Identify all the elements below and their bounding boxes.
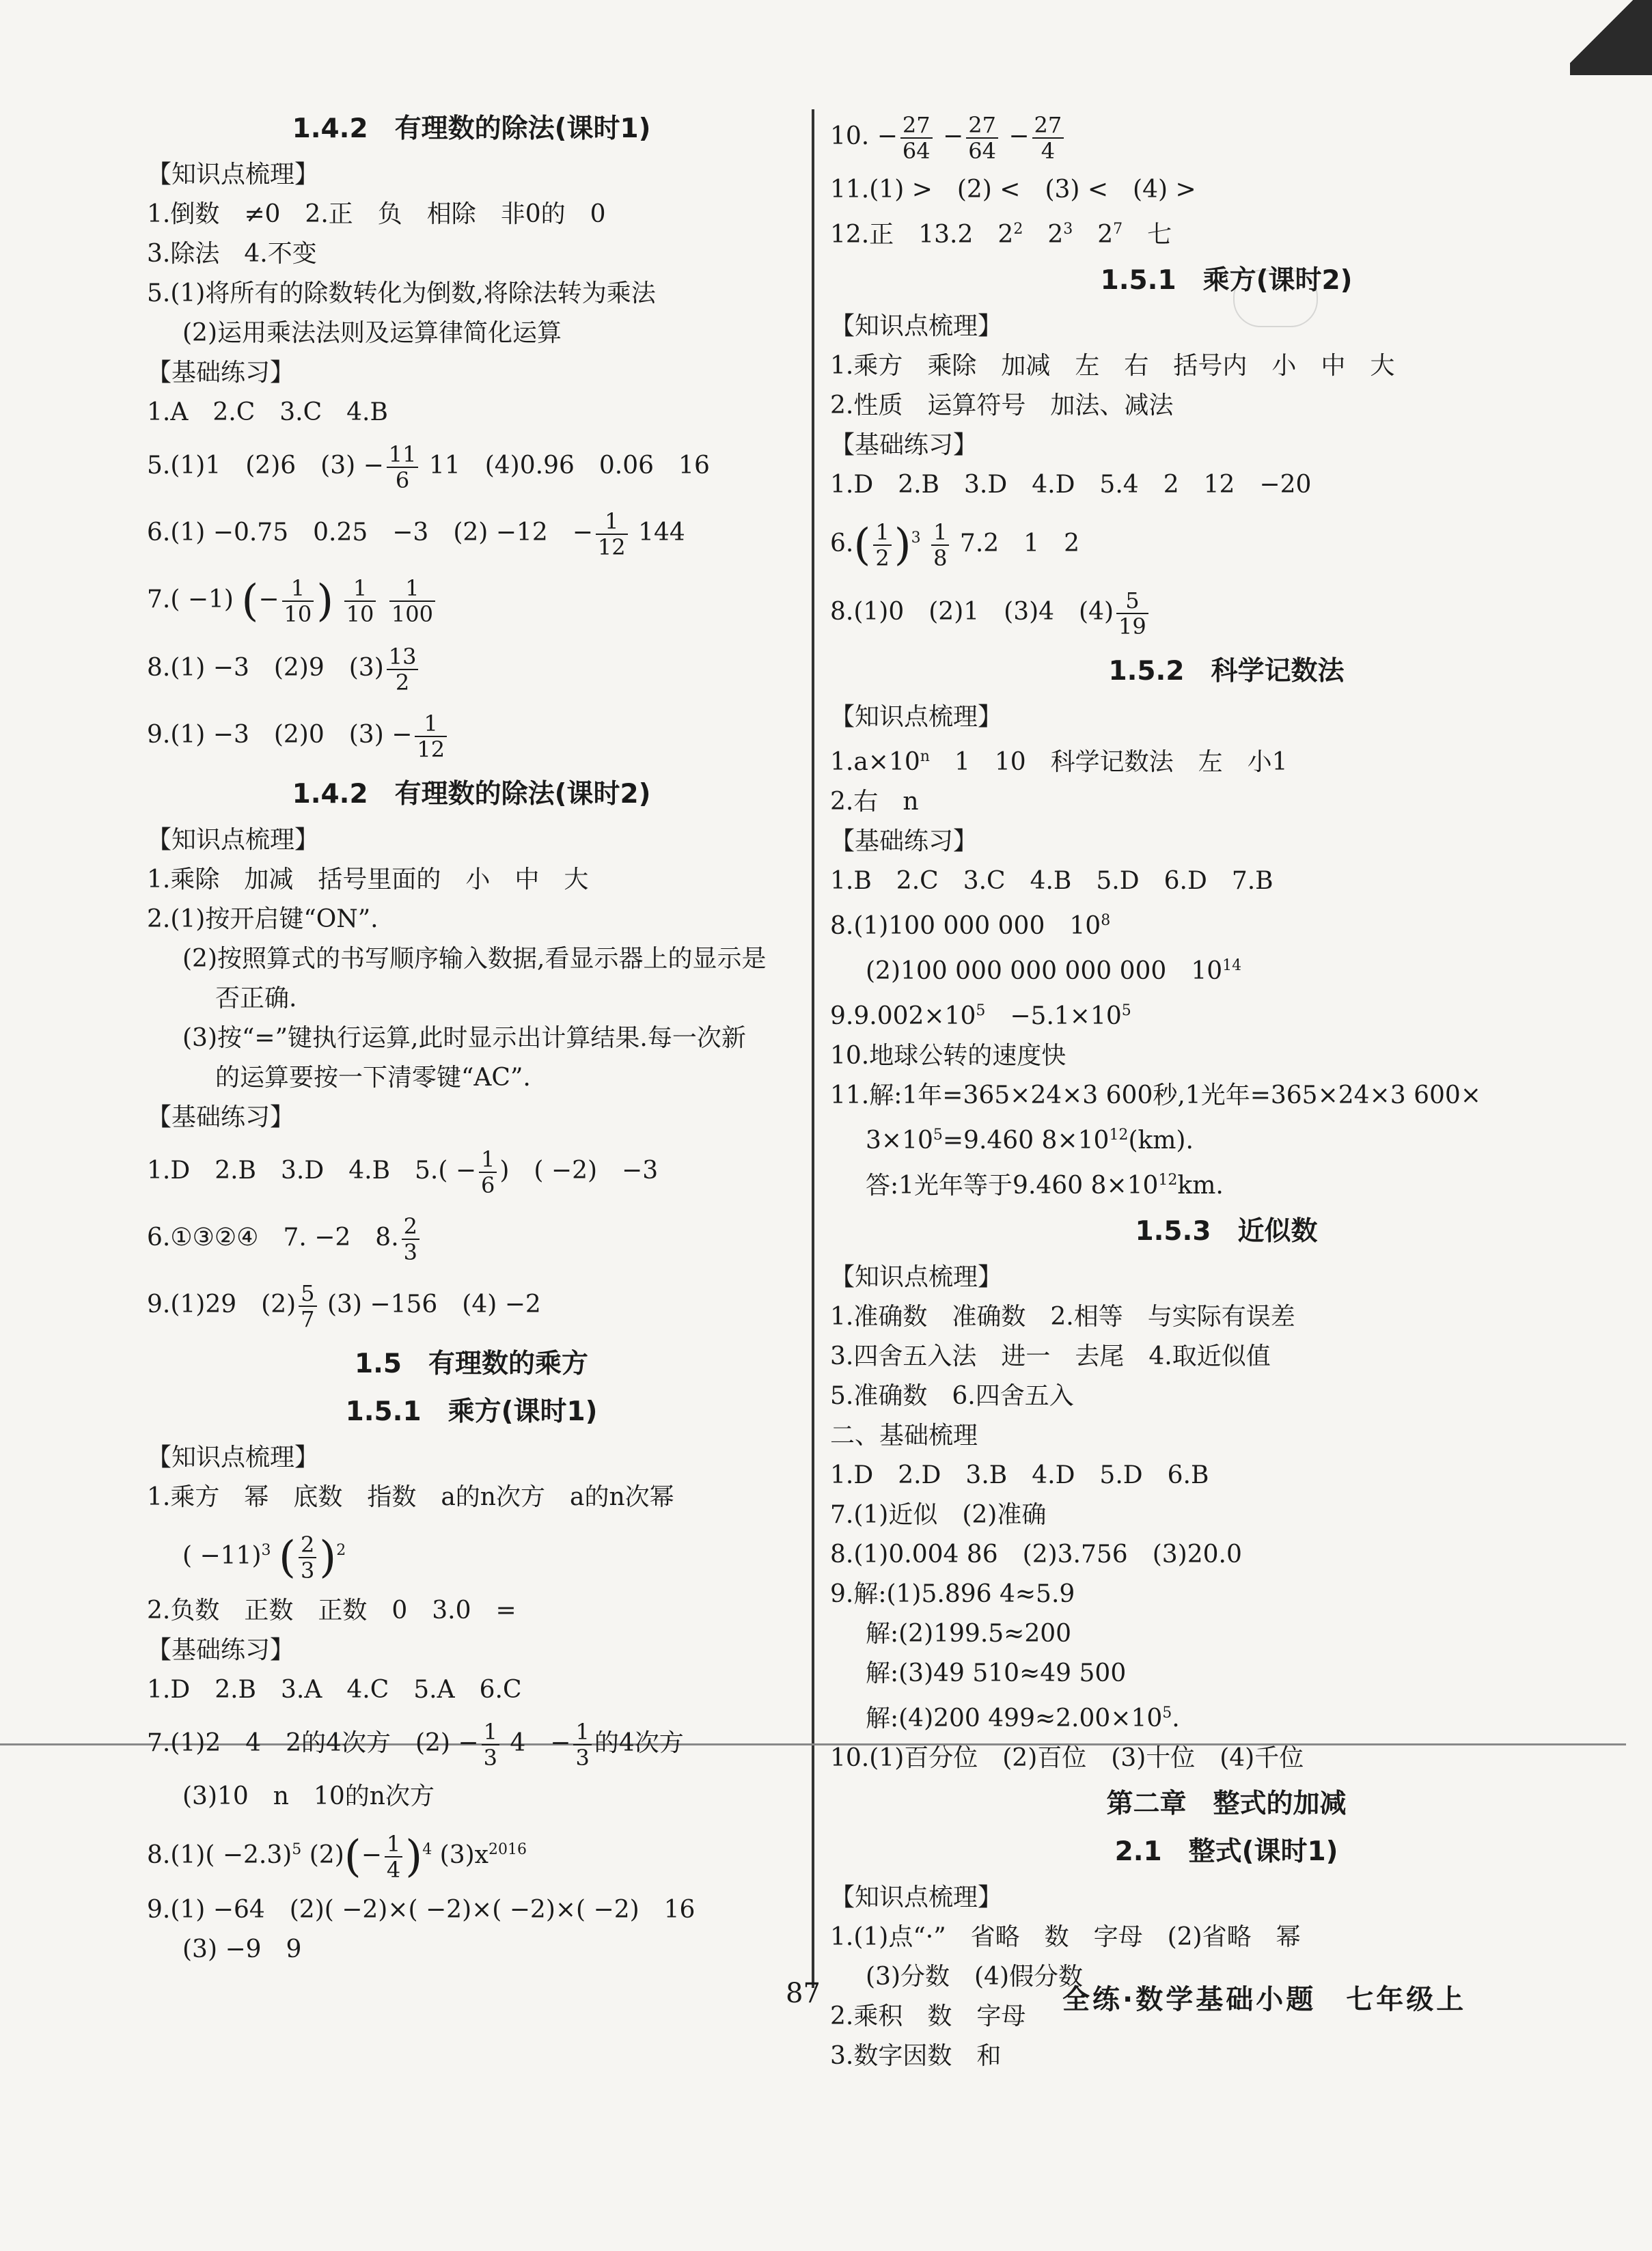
fraction: [389, 576, 435, 626]
section-title: 1.5.2 科学记数法: [1108, 656, 1345, 687]
paren: ): [894, 520, 911, 570]
fraction: [282, 576, 314, 626]
denominator: 10: [284, 601, 312, 627]
answer-line: 2.负数 正数 正数 0 3.0 =: [147, 1597, 517, 1625]
denominator: 100: [391, 601, 433, 627]
numerator: 1: [873, 520, 891, 546]
fraction: [402, 1214, 419, 1265]
numerator: 27: [1032, 113, 1064, 139]
text: km.: [1177, 1172, 1224, 1200]
answer-line: 2.(1)按开启键“ON”.: [147, 905, 378, 933]
text: 解:(4)200 499≈2.00×10: [866, 1704, 1163, 1732]
answer-line: (2)按照算式的书写顺序输入数据,看显示器上的显示是: [182, 945, 767, 973]
numerator: 1: [385, 1832, 402, 1858]
answer-line: 2.性质 运算符号 加法、减法: [830, 391, 1174, 419]
text: 10. −: [830, 122, 898, 150]
text: −: [1008, 122, 1030, 150]
denominator: 12: [417, 736, 445, 762]
denominator: 6: [395, 467, 410, 493]
denominator: 4: [1041, 138, 1056, 164]
numerator: 1: [931, 520, 949, 546]
answer-line: [147, 1138, 796, 1204]
numerator: 1: [344, 576, 376, 602]
denominator: 64: [902, 138, 931, 164]
answer-line: (2)运用乘法法则及运算律简化运算: [182, 319, 562, 347]
numerator: 2: [299, 1532, 316, 1558]
numerator: 11: [387, 442, 419, 468]
exponent: 7: [1113, 221, 1123, 238]
text: ( −11): [182, 1542, 262, 1570]
answer-line: [147, 500, 796, 566]
text: −: [361, 1841, 382, 1869]
answer-line: 1.倒数 ≠0 2.正 负 相除 非0的 0: [147, 200, 606, 228]
answer-line: [147, 1205, 796, 1271]
denominator: 3: [483, 1745, 497, 1771]
answer-line: 1.D 2.B 3.D 4.D 5.4 2 12 −20: [830, 471, 1312, 499]
knowledge-heading: 【知识点梳理】: [830, 312, 1003, 340]
page-corner: [1570, 0, 1652, 75]
text: 6.①③②④ 7. −2 8.: [147, 1224, 399, 1252]
answer-line: [147, 702, 796, 768]
text: 4 −: [510, 1729, 571, 1757]
answer-line: 1.D 2.B 3.A 4.C 5.A 6.C: [147, 1676, 522, 1704]
numerator: 1: [596, 509, 628, 535]
answer-line: 否正确.: [215, 984, 297, 1012]
text: 答:1光年等于9.460 8×10: [866, 1172, 1159, 1200]
numerator: 5: [1116, 588, 1148, 614]
numerator: 1: [573, 1720, 591, 1745]
knowledge-heading: 【知识点梳理】: [147, 1444, 320, 1472]
text: (km).: [1128, 1127, 1194, 1155]
answer-line: [830, 947, 1623, 991]
denominator: 19: [1118, 613, 1146, 639]
fraction: [966, 113, 998, 163]
answer-line: 解:(2)199.5≈200: [866, 1620, 1072, 1648]
practice-heading: 二、基础梳理: [830, 1422, 978, 1450]
text: 8.(1)0 (2)1 (3)4 (4): [830, 598, 1114, 626]
answer-line: 10.(1)百分位 (2)百位 (3)十位 (4)千位: [830, 1744, 1304, 1772]
numerator: 1: [482, 1720, 499, 1745]
text: −: [943, 122, 964, 150]
fraction: [931, 520, 949, 570]
answer-line: [830, 1694, 1623, 1738]
knowledge-heading: 【知识点梳理】: [147, 161, 320, 189]
answer-line: [147, 635, 796, 701]
section-title: 1.5.1 乘方(课时1): [345, 1396, 598, 1427]
exponent: 3: [1063, 221, 1073, 238]
section-title: 1.4.2 有理数的除法(课时1): [292, 113, 651, 144]
fraction: [1032, 113, 1064, 163]
answer-line: 9.解:(1)5.896 4≈5.9: [830, 1580, 1075, 1608]
text: (2): [309, 1841, 344, 1869]
denominator: 12: [597, 534, 626, 560]
denominator: 10: [346, 601, 374, 627]
answer-line: [830, 992, 1623, 1036]
answer-line: 7.(1)近似 (2)准确: [830, 1501, 1047, 1529]
paren: (: [278, 1532, 296, 1583]
numerator: 1: [282, 576, 314, 602]
denominator: 3: [575, 1745, 590, 1771]
denominator: 6: [481, 1172, 495, 1198]
answer-line: 的运算要按一下清零键“AC”.: [215, 1064, 531, 1092]
answer-line: 3.除法 4.不变: [147, 240, 317, 268]
text: 7.( −1): [147, 585, 234, 613]
answer-line: [147, 1711, 796, 1776]
fraction: [1116, 588, 1148, 639]
section-title: 1.5.3 近似数: [1135, 1216, 1318, 1247]
answer-line: 11.(1) > (2) < (3) < (4) >: [830, 176, 1196, 204]
text: 3×10: [866, 1127, 933, 1155]
exponent: 12: [1158, 1172, 1178, 1189]
exponent: 5: [976, 1002, 986, 1019]
exponent: 5: [933, 1127, 943, 1144]
answer-line: (3)分数 (4)假分数: [866, 1963, 1083, 1991]
denominator: 7: [301, 1306, 315, 1332]
column-divider: [812, 109, 814, 1988]
text: 8.(1) −3 (2)9 (3): [147, 654, 384, 682]
section-title: 1.5.1 乘方(课时2): [1100, 265, 1353, 296]
text: 9.(1) −3 (2)0 (3) −: [147, 721, 413, 749]
text: 9.9.002×10: [830, 1002, 976, 1030]
denominator: 4: [386, 1857, 401, 1883]
fraction: [596, 509, 628, 560]
exponent: 5: [1162, 1704, 1172, 1722]
text: =9.460 8×10: [942, 1127, 1110, 1155]
paren: (: [853, 520, 871, 570]
text: 12.正 13.2 2: [830, 221, 1014, 249]
answer-line: (3) −9 9: [182, 1935, 302, 1963]
text: 11 (4)0.96 0.06 16: [428, 452, 710, 480]
answer-line: 2.乘积 数 字母: [830, 2002, 1026, 2030]
denominator: 2: [395, 669, 410, 695]
exponent: 2: [1013, 221, 1023, 238]
left-column: [147, 102, 796, 1970]
numerator: 27: [900, 113, 933, 139]
denominator: 3: [300, 1558, 315, 1584]
paren: ): [319, 1532, 337, 1583]
numerator: 5: [299, 1281, 316, 1307]
answer-line: [830, 1116, 1623, 1160]
knowledge-heading: 【知识点梳理】: [830, 1883, 1003, 1911]
exponent: 5: [292, 1841, 302, 1858]
answer-line: 1.A 2.C 3.C 4.B: [147, 398, 388, 426]
answer-line: 3.四舍五入法 进一 去尾 4.取近似值: [830, 1342, 1271, 1370]
fraction: [387, 442, 419, 493]
paren: (: [241, 576, 259, 626]
numerator: 13: [387, 644, 419, 670]
answer-line: [830, 210, 1623, 254]
answer-line: [830, 1161, 1623, 1205]
text: 5.(1)1 (2)6 (3) −: [147, 452, 384, 480]
denominator: 2: [875, 545, 890, 571]
answer-line: 5.(1)将所有的除数转化为倒数,将除法转为乘法: [147, 279, 656, 307]
section-title: 1.4.2 有理数的除法(课时2): [292, 779, 651, 810]
numerator: 2: [402, 1214, 419, 1240]
text: 1.a×10: [830, 748, 920, 776]
answer-line: [147, 433, 796, 499]
answer-line: (3)10 n 10的n次方: [182, 1782, 435, 1810]
answer-line: (3)按“=”键执行运算,此时显示出计算结果.每一次新: [182, 1024, 746, 1052]
answer-line: 1.乘方 乘除 加减 左 右 括号内 小 中 大: [830, 352, 1395, 380]
answer-line: 1.准确数 准确数 2.相等 与实际有误差: [830, 1303, 1295, 1331]
knowledge-heading: 【知识点梳理】: [830, 703, 1003, 731]
text: 2: [1073, 221, 1114, 249]
numerator: 1: [479, 1147, 497, 1173]
exponent: 2: [336, 1542, 346, 1559]
text: (3) −156 (4) −2: [327, 1290, 541, 1318]
chapter-title: 第二章 整式的加减: [1106, 1789, 1347, 1819]
answer-line: 1.乘除 加减 括号里面的 小 中 大: [147, 866, 589, 894]
practice-heading: 【基础练习】: [830, 827, 978, 855]
answer-line: 10.地球公转的速度快: [830, 1042, 1066, 1070]
exponent: 12: [1109, 1127, 1129, 1144]
text: 6.(1) −0.75 0.25 −3 (2) −12 −: [147, 519, 593, 547]
answer-line: [147, 1518, 796, 1590]
right-column: [830, 102, 1623, 2077]
text: 七: [1123, 221, 1172, 249]
answer-line: 11.解:1年=365×24×3 600秒,1光年=365×24×3 600×: [830, 1081, 1481, 1109]
text: 2: [1023, 221, 1064, 249]
section-title: 1.5 有理数的乘方: [354, 1349, 589, 1379]
text: 8.(1)( −2.3): [147, 1841, 292, 1869]
answer-line: 1.乘方 幂 底数 指数 a的n次方 a的n次幂: [147, 1483, 674, 1511]
practice-heading: 【基础练习】: [830, 431, 978, 459]
text: 144: [638, 519, 685, 547]
answer-line: 9.(1) −64 (2)( −2)×( −2)×( −2)×( −2) 16: [147, 1896, 696, 1924]
answer-line: [147, 567, 796, 634]
text: 8.(1)100 000 000 10: [830, 912, 1101, 940]
denominator: 3: [403, 1239, 418, 1265]
knowledge-heading: 【知识点梳理】: [830, 1263, 1003, 1291]
paren: ): [405, 1832, 423, 1882]
fraction: [299, 1532, 316, 1583]
paren: ): [316, 576, 334, 626]
text: 1 10 科学记数法 左 小1: [929, 748, 1288, 776]
text: (3)x: [439, 1841, 488, 1869]
answer-line: 1.(1)点“·” 省略 数 字母 (2)省略 幂: [830, 1923, 1301, 1951]
answer-line: [830, 104, 1623, 169]
answer-line: 8.(1)0.004 86 (2)3.756 (3)20.0: [830, 1541, 1242, 1569]
numerator: 1: [389, 576, 435, 602]
exponent: 4: [422, 1841, 432, 1858]
knowledge-heading: 【知识点梳理】: [147, 826, 320, 854]
exponent: 8: [1101, 912, 1111, 929]
fraction: [573, 1720, 591, 1770]
fraction: [415, 711, 447, 762]
text: 7.(1)2 4 2的4次方 (2) −: [147, 1729, 479, 1757]
page-number: 87: [786, 1978, 821, 2009]
fraction: [344, 576, 376, 626]
answer-line: 5.准确数 6.四舍五入: [830, 1382, 1074, 1410]
paren: (: [344, 1832, 361, 1882]
denominator: 8: [933, 545, 948, 571]
answer-line: [147, 1817, 796, 1890]
footer-title: 全练·数学基础小题 七年级上: [1062, 1984, 1467, 2015]
answer-line: [147, 1272, 796, 1338]
text: ) ( −2) −3: [499, 1157, 659, 1185]
fraction: [873, 520, 891, 570]
fraction: [387, 644, 419, 695]
fraction: [900, 113, 933, 163]
text: −: [258, 585, 279, 613]
text: .: [1172, 1704, 1180, 1732]
text: 9.(1)29 (2): [147, 1290, 297, 1318]
exponent: 3: [261, 1542, 271, 1559]
answer-line: 2.右 n: [830, 788, 919, 816]
exponent: 2016: [488, 1841, 527, 1858]
answer-line: [830, 579, 1623, 645]
practice-heading: 【基础练习】: [147, 1103, 295, 1131]
answer-line: [830, 738, 1623, 782]
numerator: 27: [966, 113, 998, 139]
practice-heading: 【基础练习】: [147, 1636, 295, 1664]
exponent: n: [920, 748, 930, 765]
text: 6.: [830, 529, 854, 557]
answer-line: [830, 902, 1623, 945]
text: 的4次方: [594, 1729, 684, 1757]
answer-line: 3.数字因数 和: [830, 2042, 1002, 2070]
exponent: 5: [1121, 1002, 1131, 1019]
answer-line: 1.D 2.D 3.B 4.D 5.D 6.B: [830, 1461, 1209, 1489]
numerator: 1: [415, 711, 447, 737]
fraction: [385, 1832, 402, 1882]
text: −5.1×10: [985, 1002, 1122, 1030]
fraction: [299, 1281, 316, 1331]
fraction: [479, 1147, 497, 1198]
text: 1.D 2.B 3.D 4.B 5.( −: [147, 1157, 477, 1185]
text: 7.2 1 2: [959, 529, 1079, 557]
answer-line: 1.B 2.C 3.C 4.B 5.D 6.D 7.B: [830, 867, 1274, 895]
fraction: [482, 1720, 499, 1770]
exponent: 3: [911, 529, 921, 547]
denominator: 64: [968, 138, 996, 164]
answer-line: [830, 506, 1623, 578]
exponent: 14: [1222, 957, 1242, 974]
text: (2)100 000 000 000 000 10: [866, 957, 1223, 985]
answer-line: 解:(3)49 510≈49 500: [866, 1659, 1127, 1687]
section-title: 2.1 整式(课时1): [1114, 1836, 1338, 1867]
practice-heading: 【基础练习】: [147, 359, 295, 387]
